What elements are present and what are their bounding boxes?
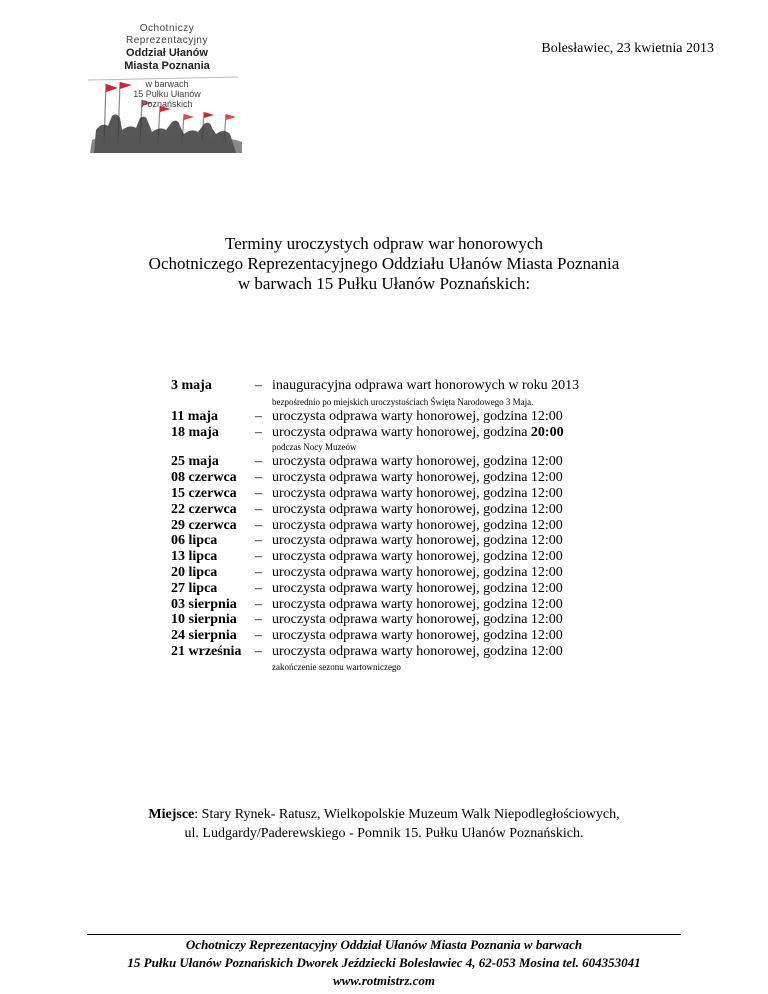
dash: – bbox=[255, 643, 262, 659]
schedule-row bbox=[171, 409, 579, 425]
schedule-text: uroczysta odprawa warty honorowej, godzina 12:00 bbox=[272, 485, 563, 501]
schedule-text: uroczysta odprawa warty honorowej, godzina 12:00 bbox=[272, 517, 563, 533]
schedule-date: 15 czerwca bbox=[171, 485, 237, 501]
schedule-row bbox=[171, 502, 579, 518]
dash: – bbox=[255, 612, 262, 628]
schedule-row bbox=[171, 378, 579, 394]
unit-logo bbox=[86, 18, 246, 153]
schedule-date: 22 czerwca bbox=[171, 501, 237, 517]
schedule-date: 27 lipca bbox=[171, 580, 218, 596]
schedule-text: uroczysta odprawa warty honorowej, godzina 12:00 bbox=[272, 549, 563, 565]
logo-line-1: Ochotniczy bbox=[139, 23, 195, 34]
schedule-text: uroczysta odprawa warty honorowej, godzina 12:00 bbox=[272, 564, 563, 580]
title-line-2: Ochotniczego Reprezentacyjnego Oddziału Ułanów Miasta Poznania bbox=[148, 254, 620, 273]
location-label: Miejsce bbox=[148, 807, 195, 822]
dash: – bbox=[255, 378, 262, 393]
dash: – bbox=[255, 564, 262, 580]
logo-line-5: w barwach bbox=[145, 79, 189, 89]
schedule-date: 13 lipca bbox=[171, 549, 218, 565]
schedule-note: podczas Nocy Muzeów bbox=[272, 442, 357, 453]
schedule-date: 18 maja bbox=[171, 424, 219, 440]
schedule-row bbox=[171, 549, 579, 565]
schedule-date: 20 lipca bbox=[171, 564, 218, 580]
dash: – bbox=[255, 580, 262, 596]
schedule-date: 06 lipca bbox=[171, 533, 218, 549]
schedule-row bbox=[171, 597, 579, 613]
schedule-text: uroczysta odprawa warty honorowej, godzina 12:00 bbox=[272, 408, 563, 424]
schedule-text: uroczysta odprawa warty honorowej, godzina 12:00 bbox=[272, 580, 563, 596]
schedule-text: uroczysta odprawa warty honorowej, godzina 12:00 bbox=[272, 533, 563, 549]
schedule-date: 29 czerwca bbox=[171, 517, 237, 533]
schedule-text: uroczysta odprawa warty honorowej, godzina 12:00 bbox=[272, 596, 563, 612]
schedule-date: 21 września bbox=[171, 643, 242, 659]
title-line-3: w barwach 15 Pułku Ułanów Poznańskich: bbox=[237, 274, 531, 293]
schedule-date: 03 sierpnia bbox=[171, 596, 237, 612]
schedule-time: 20:00 bbox=[530, 424, 564, 440]
schedule-date: 11 maja bbox=[171, 408, 219, 424]
footer-line-1: Ochotniczy Reprezentacyjny Oddział Ułanów Miasta Poznania w barwach bbox=[185, 937, 583, 952]
logo-line-7: Poznańskich bbox=[141, 99, 193, 109]
schedule-text: uroczysta odprawa warty honorowej, godzina 12:00 bbox=[272, 612, 563, 628]
schedule-row bbox=[171, 518, 579, 534]
location-line-2: ul. Ludgardy/Paderewskiego - Pomnik 15. Pułku Ułanów Poznańskich. bbox=[184, 826, 584, 841]
footer-line-2: 15 Pułku Ułanów Poznańskich Dworek Jeździecki Bolesławiec 4, 62-053 Mosina tel. 604353041 bbox=[127, 955, 641, 970]
logo-line-2: Reprezentacyjny bbox=[126, 35, 208, 46]
schedule-text: uroczysta odprawa warty honorowej, godzina 12:00 bbox=[272, 643, 563, 659]
schedule-date: 24 sierpnia bbox=[171, 628, 237, 644]
schedule-row bbox=[171, 628, 579, 644]
dash: – bbox=[255, 533, 262, 549]
title-line-1: Terminy uroczystych odpraw war honorowych bbox=[225, 234, 543, 253]
schedule-date: 08 czerwca bbox=[171, 470, 237, 486]
location-info bbox=[0, 805, 768, 843]
schedule-row bbox=[171, 612, 579, 628]
schedule-note: zakończenie sezonu wartowniczego bbox=[272, 661, 401, 672]
schedule-row bbox=[171, 425, 579, 441]
footer-divider bbox=[87, 934, 681, 935]
schedule-note: bezpośrednio po miejskich uroczystościach Święta Narodowego 3 Maja. bbox=[272, 396, 534, 407]
schedule-date: 10 sierpnia bbox=[171, 612, 237, 628]
schedule-rows bbox=[171, 454, 579, 659]
schedule-row bbox=[171, 486, 579, 502]
schedule-row bbox=[171, 533, 579, 549]
schedule-text: uroczysta odprawa warty honorowej, godzina 12:00 bbox=[272, 470, 563, 486]
schedule-row bbox=[171, 565, 579, 581]
schedule-list bbox=[171, 378, 579, 674]
schedule-text: uroczysta odprawa warty honorowej, godzina 12:00 bbox=[272, 454, 563, 470]
dash: – bbox=[255, 517, 262, 533]
schedule-text: uroczysta odprawa warty honorowej, godzina 12:00 bbox=[272, 501, 563, 517]
dash: – bbox=[255, 454, 262, 470]
footer-website-link[interactable]: www.rotmistrz.com bbox=[332, 973, 436, 988]
schedule-text bbox=[272, 425, 564, 441]
schedule-text: uroczysta odprawa warty honorowej, godzina 12:00 bbox=[272, 628, 563, 644]
dash: – bbox=[255, 549, 262, 565]
logo-line-6: 15 Pułku Ułanów bbox=[133, 89, 201, 99]
letter-date: Bolesławiec, 23 kwietnia 2013 bbox=[541, 41, 714, 56]
schedule-text: inauguracyjna odprawa wart honorowych w roku 2013 bbox=[272, 378, 580, 393]
schedule-row bbox=[171, 644, 579, 660]
dash: – bbox=[255, 628, 262, 644]
dash: – bbox=[255, 424, 262, 440]
schedule-date: 3 maja bbox=[171, 378, 212, 393]
dash: – bbox=[255, 501, 262, 517]
location-line-1 bbox=[0, 805, 768, 824]
location-text-1: : Stary Rynek- Ratusz, Wielkopolskie Muzeum Walk Niepodległościowych, bbox=[194, 807, 620, 822]
dash: – bbox=[255, 470, 262, 486]
schedule-row bbox=[171, 581, 579, 597]
schedule-text-main: uroczysta odprawa warty honorowej, godzina bbox=[272, 424, 531, 440]
schedule-date: 25 maja bbox=[171, 454, 219, 470]
dash: – bbox=[255, 596, 262, 612]
schedule-row bbox=[171, 454, 579, 470]
dash: – bbox=[255, 485, 262, 501]
logo-line-3: Oddział Ułanów bbox=[126, 47, 208, 59]
dash: – bbox=[255, 408, 262, 424]
footer bbox=[0, 936, 768, 990]
document-title bbox=[0, 234, 768, 294]
logo-line-4: Miasta Poznania bbox=[124, 60, 210, 72]
schedule-row bbox=[171, 470, 579, 486]
